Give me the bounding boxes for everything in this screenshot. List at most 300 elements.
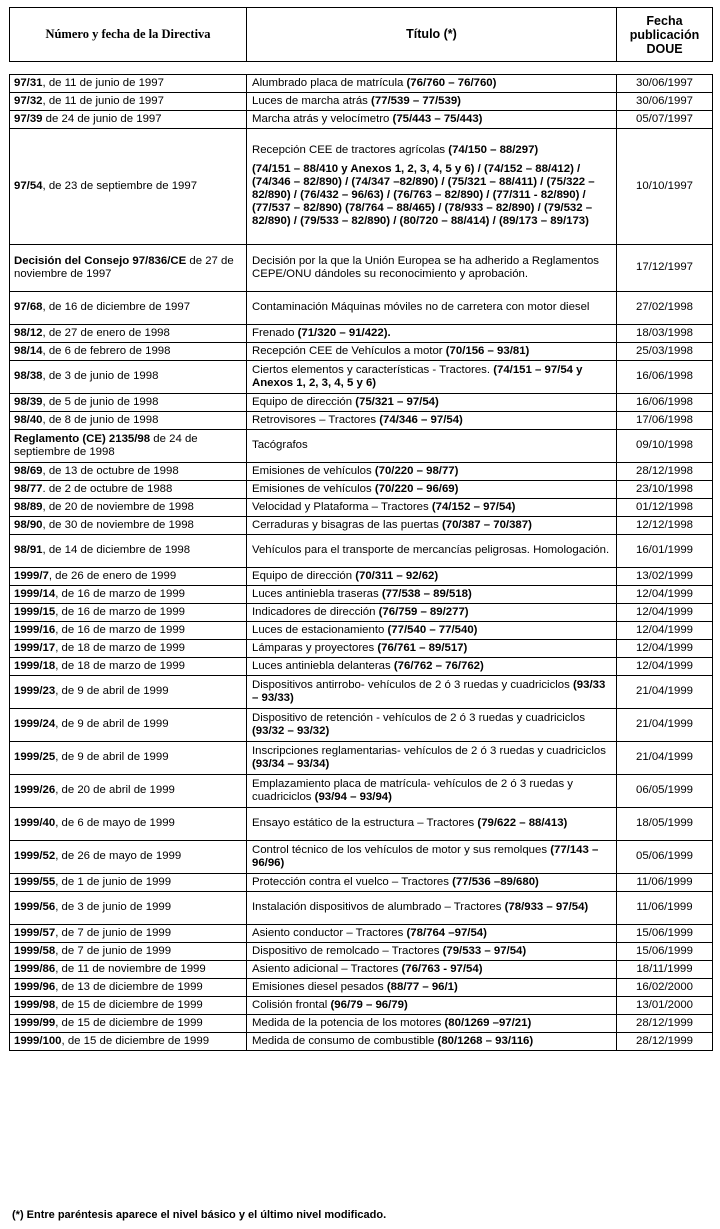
table-row [10, 586, 713, 604]
title-cell [247, 75, 617, 93]
title-text: Equipo de dirección [252, 395, 356, 408]
directives-table [9, 74, 713, 1051]
directive-date: , de 20 de abril de 1999 [55, 784, 175, 797]
table-row [10, 292, 713, 325]
table-row [10, 430, 713, 463]
directive-date: , de 13 de octubre de 1998 [42, 464, 179, 477]
publication-date-cell: 12/04/1999 [617, 586, 713, 604]
directive-cell [10, 874, 247, 892]
title-reference: (77/143 – 96/96) [252, 843, 599, 869]
title-reference: (76/763 - 97/54) [401, 962, 483, 975]
directive-cell [10, 325, 247, 343]
title-text: Luces antiniebla delanteras [252, 659, 394, 672]
publication-date-cell: 23/10/1998 [617, 481, 713, 499]
title-cell [247, 961, 617, 979]
directive-number: 1999/52 [14, 850, 56, 863]
title-text: Instalación dispositivos de alumbrado – Tractores [252, 901, 505, 914]
directive-date: , de 16 de diciembre de 1997 [42, 301, 191, 314]
publication-date-cell: 28/12/1999 [617, 1015, 713, 1033]
title-reference: (70/220 – 98/77) [374, 464, 459, 477]
table-row [10, 925, 713, 943]
directive-cell [10, 841, 247, 874]
table-row [10, 1015, 713, 1033]
title-text: Dispositivos antirrobo- vehículos de 2 ó 3 ruedas y cuadriciclos [252, 678, 573, 691]
publication-date-cell: 13/02/1999 [617, 568, 713, 586]
title-cell [247, 943, 617, 961]
directive-cell [10, 640, 247, 658]
publication-date-cell: 09/10/1998 [617, 430, 713, 463]
title-reference: (77/538 – 89/518) [381, 587, 472, 600]
title-reference: (70/220 – 96/69) [374, 482, 459, 495]
title-reference: (88/77 – 96/1) [386, 980, 458, 993]
title-reference: (76/762 – 76/762) [393, 659, 484, 672]
directive-cell [10, 808, 247, 841]
title-reference: (96/79 – 96/79) [330, 998, 408, 1011]
publication-date-cell: 12/04/1999 [617, 622, 713, 640]
publication-date-cell: 21/04/1999 [617, 742, 713, 775]
title-cell [247, 841, 617, 874]
table-row [10, 604, 713, 622]
title-text: Emisiones diesel pesados [252, 980, 387, 993]
title-reference: (80/1268 – 93/116) [437, 1034, 534, 1047]
directive-date: de 24 de junio de 1997 [42, 112, 162, 125]
directive-date: , de 27 de enero de 1998 [42, 326, 170, 339]
title-text: Inscripciones reglamentarias- vehículos de 2 ó 3 ruedas y cuadriciclos [252, 744, 606, 757]
publication-date-cell: 10/10/1997 [617, 129, 713, 245]
directive-date: , de 6 de mayo de 1999 [55, 817, 175, 830]
publication-date-cell: 30/06/1997 [617, 93, 713, 111]
title-cell [247, 361, 617, 394]
title-reference: (76/761 – 89/517) [377, 641, 468, 654]
directive-number: 1999/58 [14, 944, 56, 957]
table-row [10, 997, 713, 1015]
publication-date-cell: 01/12/1998 [617, 499, 713, 517]
directive-cell [10, 343, 247, 361]
table-row [10, 481, 713, 499]
directive-number: 98/90 [14, 518, 43, 531]
directive-number: 98/14 [14, 344, 43, 357]
publication-date-cell: 16/06/1998 [617, 394, 713, 412]
directive-number: 1999/98 [14, 998, 56, 1011]
table-row [10, 394, 713, 412]
title-cell [247, 925, 617, 943]
table-row [10, 742, 713, 775]
title-cell [247, 129, 617, 245]
directive-date: , de 13 de diciembre de 1999 [55, 980, 203, 993]
publication-date-cell: 12/04/1999 [617, 640, 713, 658]
title-text: Dispositivo de remolcado – Tractores [252, 944, 443, 957]
directive-number: 98/40 [14, 413, 43, 426]
title-text: Control técnico de los vehículos de motor y sus remolques [252, 843, 551, 856]
table-row [10, 808, 713, 841]
table-row [10, 361, 713, 394]
directive-cell [10, 604, 247, 622]
directive-date: , de 16 de marzo de 1999 [55, 587, 186, 600]
title-reference: (80/1269 –97/21) [444, 1016, 532, 1029]
directive-cell [10, 925, 247, 943]
title-text: Retrovisores – Tractores [252, 413, 380, 426]
directive-date: , de 7 de junio de 1999 [55, 926, 172, 939]
publication-date-cell: 12/12/1998 [617, 517, 713, 535]
title-cell [247, 343, 617, 361]
table-row [10, 943, 713, 961]
publication-date-cell: 06/05/1999 [617, 775, 713, 808]
title-reference: (79/622 – 88/413) [477, 817, 568, 830]
table-row [10, 979, 713, 997]
title-cell [247, 676, 617, 709]
title-text: Dispositivo de retención - vehículos de 2 ó 3 ruedas y cuadriciclos [252, 711, 586, 724]
title-text: Frenado [252, 326, 298, 339]
directive-number: 98/69 [14, 464, 43, 477]
publication-date-cell: 17/12/1997 [617, 245, 713, 292]
directive-cell [10, 709, 247, 742]
table-row [10, 75, 713, 93]
directive-cell [10, 979, 247, 997]
header-row [10, 8, 713, 62]
title-reference: (74/346 – 97/54) [379, 413, 463, 426]
title-cell [247, 997, 617, 1015]
publication-date-cell: 15/06/1999 [617, 925, 713, 943]
directive-date: , de 26 de mayo de 1999 [55, 850, 182, 863]
title-reference: (75/443 – 75/443) [392, 112, 483, 125]
directives-table-body [10, 75, 713, 1051]
directive-cell [10, 742, 247, 775]
directive-cell [10, 892, 247, 925]
publication-date-cell: 15/06/1999 [617, 943, 713, 961]
title-reference: (70/387 – 70/387) [441, 518, 532, 531]
table-row [10, 892, 713, 925]
table-row [10, 640, 713, 658]
title-reference: (70/311 – 92/62) [355, 569, 439, 582]
title-cell [247, 640, 617, 658]
publication-date-cell: 16/02/2000 [617, 979, 713, 997]
directive-number: 98/91 [14, 544, 43, 557]
title-text: Emplazamiento placa de matrícula- vehículos de 2 ó 3 ruedas y cuadriciclos [252, 777, 574, 803]
title-text: Decisión por la que la Unión Europea se ha adherido a Reglamentos CEPE/ONU dándoles su reconocimiento y aprobación. [252, 254, 600, 280]
directive-cell [10, 245, 247, 292]
directive-number: 1999/14 [14, 587, 56, 600]
directive-cell [10, 394, 247, 412]
directive-cell [10, 481, 247, 499]
directive-date: , de 3 de junio de 1998 [42, 370, 159, 383]
publication-date-cell: 11/06/1999 [617, 892, 713, 925]
title-reference: (93/34 – 93/34) [252, 758, 330, 770]
publication-date-cell: 05/06/1999 [617, 841, 713, 874]
directive-date: , de 9 de abril de 1999 [55, 685, 169, 698]
directive-number: 1999/96 [14, 980, 56, 993]
table-row [10, 517, 713, 535]
directive-cell [10, 499, 247, 517]
directive-number: 98/12 [14, 326, 43, 339]
directive-cell [10, 997, 247, 1015]
directive-number: 1999/24 [14, 718, 56, 731]
directive-date: . de 2 de octubre de 1988 [42, 482, 173, 495]
table-row [10, 676, 713, 709]
table-row [10, 568, 713, 586]
title-text: Luces de marcha atrás [252, 94, 372, 107]
title-cell [247, 111, 617, 129]
title-text: Recepción CEE de Vehículos a motor [252, 344, 446, 357]
title-text: Asiento conductor – Tractores [252, 926, 407, 939]
directive-cell [10, 535, 247, 568]
title-reference: (70/156 – 93/81) [445, 344, 530, 357]
publication-date-cell: 21/04/1999 [617, 709, 713, 742]
title-cell [247, 874, 617, 892]
directive-cell [10, 129, 247, 245]
directive-number: 1999/17 [14, 641, 56, 654]
directive-number: 1999/18 [14, 659, 56, 672]
title-text: Tacógrafos [252, 439, 308, 452]
directive-date: , de 5 de junio de 1998 [42, 395, 159, 408]
title-cell [247, 394, 617, 412]
publication-date-cell: 16/01/1999 [617, 535, 713, 568]
table-row [10, 499, 713, 517]
title-cell [247, 622, 617, 640]
title-cell [247, 463, 617, 481]
table-row [10, 841, 713, 874]
table-row [10, 343, 713, 361]
directive-number: 98/89 [14, 500, 43, 513]
directive-cell [10, 463, 247, 481]
directive-number: 1999/56 [14, 901, 56, 914]
title-reference: (76/760 – 76/760) [406, 76, 497, 89]
footnote: (*) Entre paréntesis aparece el nivel básico y el último nivel modificado. [12, 1209, 387, 1221]
directive-number: 1999/55 [14, 875, 56, 888]
title-cell [247, 979, 617, 997]
directive-date: , de 9 de abril de 1999 [55, 718, 169, 731]
publication-date-cell: 16/06/1998 [617, 361, 713, 394]
title-reference: (78/933 – 97/54) [504, 901, 589, 914]
table-row [10, 412, 713, 430]
directive-cell [10, 361, 247, 394]
directive-date: , de 15 de diciembre de 1999 [55, 1016, 203, 1029]
title-cell [247, 535, 617, 568]
directive-date: , de 15 de diciembre de 1999 [55, 998, 203, 1011]
directive-cell [10, 111, 247, 129]
title-text: Cerraduras y bisagras de las puertas [252, 518, 442, 531]
title-cell [247, 245, 617, 292]
title-text: Luces de estacionamiento [252, 623, 388, 636]
directive-date: , de 18 de marzo de 1999 [55, 641, 186, 654]
title-cell [247, 93, 617, 111]
table-row [10, 658, 713, 676]
table-row [10, 463, 713, 481]
directive-date: , de 16 de marzo de 1999 [55, 605, 186, 618]
table-row [10, 1033, 713, 1051]
publication-date-cell: 18/03/1998 [617, 325, 713, 343]
title-reference: (79/533 – 97/54) [442, 944, 527, 957]
publication-date-cell: 17/06/1998 [617, 412, 713, 430]
title-cell [247, 430, 617, 463]
directive-cell [10, 292, 247, 325]
title-text: Colisión frontal [252, 998, 331, 1011]
title-cell [247, 568, 617, 586]
directive-number: 1999/23 [14, 685, 56, 698]
directive-date: , de 11 de noviembre de 1999 [55, 962, 206, 975]
title-cell [247, 808, 617, 841]
table-row [10, 961, 713, 979]
title-text: Ciertos elementos y características - Tractores. [252, 363, 494, 376]
title-cell [247, 517, 617, 535]
title-cell [247, 1033, 617, 1051]
title-text: Medida de consumo de combustible [252, 1034, 438, 1047]
directive-cell [10, 1033, 247, 1051]
publication-date-cell: 18/11/1999 [617, 961, 713, 979]
table-row [10, 535, 713, 568]
directive-number: 1999/86 [14, 962, 56, 975]
title-cell [247, 742, 617, 775]
directive-cell [10, 775, 247, 808]
directive-cell [10, 622, 247, 640]
title-text: Alumbrado placa de matrícula [252, 76, 407, 89]
directive-number: 98/38 [14, 370, 43, 383]
directive-cell [10, 568, 247, 586]
title-cell [247, 775, 617, 808]
directive-number: 1999/15 [14, 605, 56, 618]
publication-date-cell: 28/12/1999 [617, 1033, 713, 1051]
table-row [10, 325, 713, 343]
directive-cell [10, 93, 247, 111]
header-publication-date [617, 8, 713, 62]
title-reference: (93/33 – 93/33) [252, 678, 606, 704]
directive-date: , de 14 de diciembre de 1998 [42, 544, 191, 557]
title-text: Lámparas y proyectores [252, 641, 378, 654]
directive-date: , de 1 de junio de 1999 [55, 875, 172, 888]
table-row [10, 93, 713, 111]
table-row [10, 874, 713, 892]
directive-number: 1999/25 [14, 751, 56, 764]
directive-number: 1999/99 [14, 1016, 56, 1029]
directive-date: , de 15 de diciembre de 1999 [61, 1034, 210, 1047]
title-cell [247, 499, 617, 517]
title-reference: (77/539 – 77/539) [371, 94, 461, 107]
title-cell [247, 412, 617, 430]
publication-date-cell: 05/07/1997 [617, 111, 713, 129]
title-reference: (77/536 –89/680) [452, 875, 539, 888]
title-text: Velocidad y Plataforma – Tractores [252, 500, 432, 513]
publication-date-cell: 27/02/1998 [617, 292, 713, 325]
table-row [10, 111, 713, 129]
directive-cell [10, 1015, 247, 1033]
title-reference: (71/320 – 91/422). [297, 326, 391, 339]
directive-number: 97/39 [14, 112, 43, 125]
title-text: Marcha atrás y velocímetro [252, 112, 393, 125]
title-reference: (76/759 – 89/277) [378, 605, 469, 618]
directive-number: 1999/26 [14, 784, 56, 797]
table-row [10, 775, 713, 808]
directive-number: 1999/100 [14, 1034, 62, 1047]
publication-date-cell: 11/06/1999 [617, 874, 713, 892]
directive-number: 97/68 [14, 301, 43, 314]
publication-date-cell: 12/04/1999 [617, 604, 713, 622]
directive-number: 1999/40 [14, 817, 56, 830]
title-reference: (93/32 – 93/32) [252, 725, 330, 737]
title-text: Protección contra el vuelco – Tractores [252, 875, 453, 888]
directive-date: , de 20 de noviembre de 1998 [42, 500, 194, 513]
directive-date: , de 3 de junio de 1999 [55, 901, 172, 914]
title-reference: (93/94 – 93/94) [314, 791, 392, 803]
directive-cell [10, 586, 247, 604]
directive-date: , de 16 de marzo de 1999 [55, 623, 186, 636]
directive-cell [10, 961, 247, 979]
directive-date: , de 9 de abril de 1999 [55, 751, 169, 764]
title-cell [247, 481, 617, 499]
title-text: Contaminación Máquinas móviles no de carretera con motor diesel [252, 301, 590, 314]
title-text: Ensayo estático de la estructura – Tractores [252, 817, 478, 830]
directive-cell [10, 75, 247, 93]
title-reference: (77/540 – 77/540) [387, 623, 478, 636]
table-row [10, 245, 713, 292]
directive-cell [10, 658, 247, 676]
title-cell [247, 892, 617, 925]
title-cell [247, 325, 617, 343]
publication-date-cell: 28/12/1998 [617, 463, 713, 481]
directive-date: , de 7 de junio de 1999 [55, 944, 172, 957]
directive-number: 97/54 [14, 179, 43, 192]
publication-date-cell: 21/04/1999 [617, 676, 713, 709]
title-text: Luces antiniebla traseras [252, 587, 382, 600]
title-reference: (74/152 – 97/54) [431, 500, 516, 513]
table-row [10, 129, 713, 245]
directive-cell [10, 676, 247, 709]
title-reference: (78/764 –97/54) [406, 926, 487, 939]
directive-date: , de 8 de junio de 1998 [42, 413, 159, 426]
directive-date: , de 30 de noviembre de 1998 [42, 518, 194, 531]
directive-date: , de 26 de enero de 1999 [48, 569, 177, 582]
directive-date: , de 6 de febrero de 1998 [42, 344, 171, 357]
directive-date: , de 11 de junio de 1997 [42, 94, 164, 107]
title-cell [247, 658, 617, 676]
directive-number: Reglamento (CE) 2135/98 [14, 432, 151, 445]
title-reference: (74/150 – 88/297) [448, 144, 539, 157]
publication-date-cell: 25/03/1998 [617, 343, 713, 361]
title-text: Vehículos para el transporte de mercancías peligrosas. Homologación. [252, 544, 610, 557]
directive-number: Decisión del Consejo 97/836/CE [14, 254, 187, 267]
directive-date: , de 11 de junio de 1997 [42, 76, 164, 89]
directive-number: 97/31 [14, 76, 43, 89]
title-reference: (74/151 – 97/54 y Anexos 1, 2, 3, 4, 5 y 6) [252, 363, 583, 389]
directive-date: , de 18 de marzo de 1999 [55, 659, 186, 672]
directive-number: 98/77 [14, 482, 43, 495]
title-cell [247, 586, 617, 604]
publication-date-cell: 18/05/1999 [617, 808, 713, 841]
directive-cell [10, 943, 247, 961]
title-reference: (75/321 – 97/54) [355, 395, 439, 408]
directive-cell [10, 517, 247, 535]
header-title: Título (*) [247, 8, 617, 62]
directive-date: de 24 de septiembre de 1998 [14, 432, 198, 458]
table-row [10, 622, 713, 640]
title-text: Asiento adicional – Tractores [252, 962, 402, 975]
title-text: Emisiones de vehículos [252, 482, 375, 495]
title-text: Medida de la potencia de los motores [252, 1016, 445, 1029]
directive-number: 1999/7 [14, 569, 49, 582]
title-text: Indicadores de dirección [252, 605, 379, 618]
header-line: DOUE [646, 41, 683, 56]
header-line: publicación [629, 27, 700, 42]
header-number-date: Número y fecha de la Directiva [10, 8, 247, 62]
table-row [10, 709, 713, 742]
directive-number: 97/32 [14, 94, 43, 107]
publication-date-cell: 13/01/2000 [617, 997, 713, 1015]
title-cell [247, 604, 617, 622]
directive-number: 1999/16 [14, 623, 56, 636]
directive-cell [10, 430, 247, 463]
header-table [9, 7, 713, 62]
directive-number: 98/39 [14, 395, 43, 408]
directive-date: , de 23 de septiembre de 1997 [42, 179, 198, 192]
title-cell [247, 709, 617, 742]
